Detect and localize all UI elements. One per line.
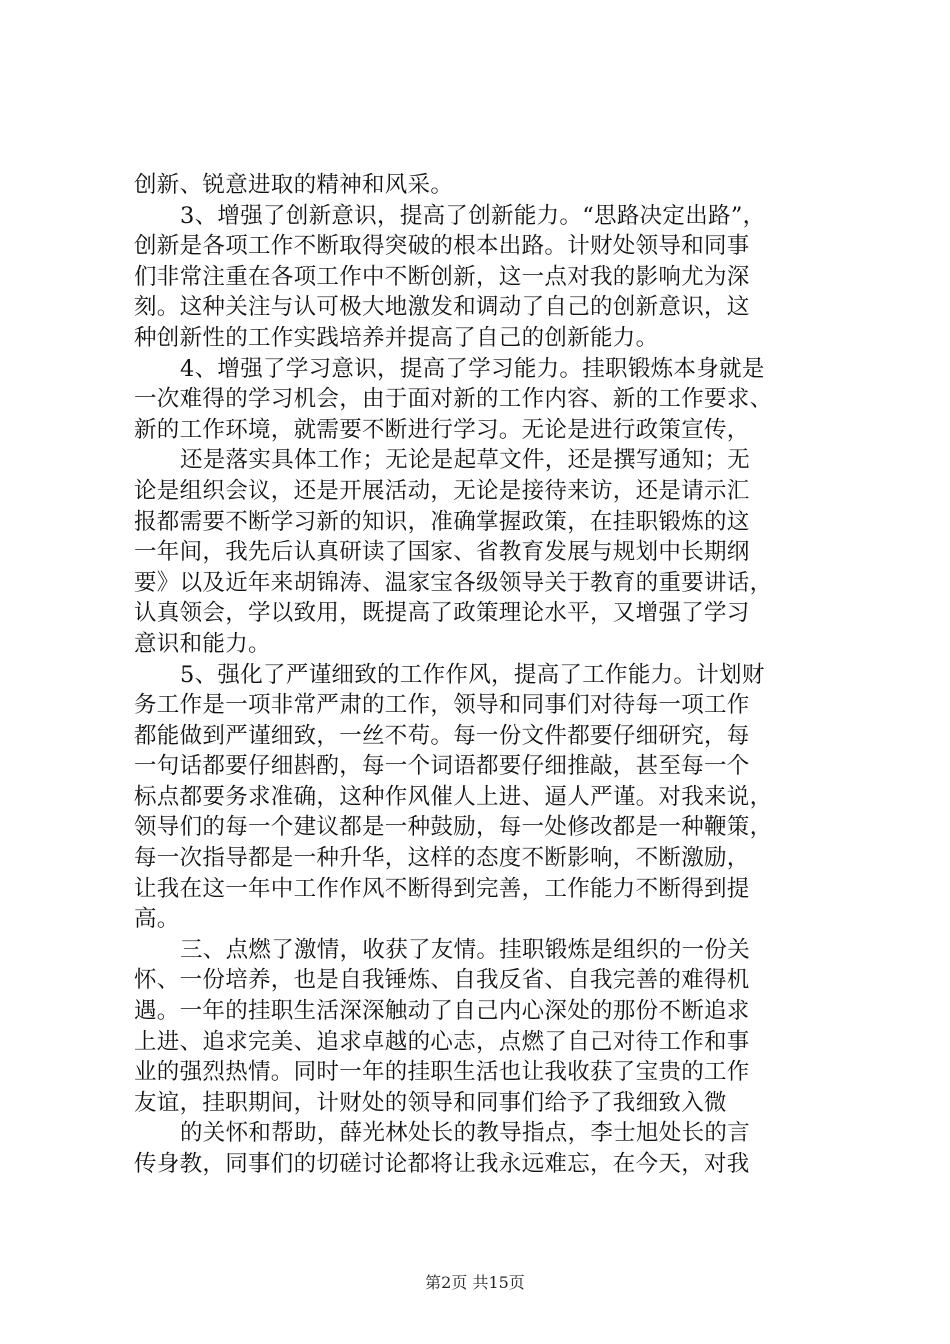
- page-footer: 第2页 共15页: [425, 1273, 525, 1292]
- text-line: 刻。这种关注与认可极大地激发和调动了自己的创新意识，这: [134, 294, 750, 321]
- text-line: 务工作是一项非常严肃的工作，领导和同事们对待每一项工作: [134, 692, 750, 719]
- text-line: 创新是各项工作不断取得突破的根本出路。计财处领导和同事: [134, 233, 750, 260]
- text-line: 一次难得的学习机会，由于面对新的工作内容、新的工作要求、: [134, 386, 773, 413]
- text-line: 创新、锐意进取的精神和风采。: [134, 172, 454, 198]
- text-line: 传身教，同事们的切磋讨论都将让我永远难忘，在今天，对我: [134, 1151, 750, 1177]
- text-line: 标点都要务求准确，这种作风催人上进、逼人严谨。对我来说，: [134, 783, 773, 810]
- text-line: 每一次指导都是一种升华，这样的态度不断影响，不断激励，: [134, 845, 750, 872]
- text-line: 友谊，挂职期间，计财处的领导和同事们给予了我细致入微: [134, 1089, 727, 1116]
- text-line: 4、增强了学习意识，提高了学习能力。挂职锻炼本身就是: [180, 355, 765, 382]
- text-line: 3、增强了创新意识，提高了创新能力。“思路决定出路”，: [180, 202, 766, 229]
- text-line: 上进、追求完美、追求卓越的心志，点燃了自己对待工作和事: [134, 1028, 750, 1055]
- text-line: 种创新性的工作实践培养并提高了自己的创新能力。: [134, 324, 659, 351]
- text-line: 一句话都要仔细斟酌，每一个词语都要仔细推敲，甚至每一个: [134, 753, 750, 780]
- text-line: 意识和能力。: [134, 630, 271, 657]
- text-line: 要》以及近年来胡锦涛、温家宝各级领导关于教育的重要讲话，: [134, 569, 773, 596]
- text-line: 业的强烈热情。同时一年的挂职生活也让我收获了宝贵的工作: [134, 1059, 750, 1086]
- text-line: 还是落实具体工作；无论是起草文件，还是撰写通知；无: [180, 447, 751, 474]
- text-line: 的关怀和帮助，薛光林处长的教导指点，李士旭处长的言: [180, 1120, 751, 1147]
- text-line: 都能做到严谨细致，一丝不苟。每一份文件都要仔细研究，每: [134, 722, 750, 749]
- text-line: 怀、一份培养，也是自我锤炼、自我反省、自我完善的难得机: [134, 967, 750, 994]
- text-line: 5、强化了严谨细致的工作作风，提高了工作能力。计划财: [180, 661, 765, 688]
- text-line: 新的工作环境，就需要不断进行学习。无论是进行政策宣传，: [134, 416, 750, 443]
- text-line: 遇。一年的挂职生活深深触动了自己内心深处的那份不断追求: [134, 998, 750, 1025]
- text-line: 一年间，我先后认真研读了国家、省教育发展与规划中长期纲: [134, 539, 750, 566]
- text-line: 认真领会，学以致用，既提高了政策理论水平，又增强了学习: [134, 600, 750, 627]
- body-text: [134, 170, 834, 1180]
- text-line: 论是组织会议，还是开展活动，无论是接待来访，还是请示汇: [134, 477, 750, 504]
- text-line: 高。: [134, 906, 180, 933]
- text-line: 三、点燃了激情，收获了友情。挂职锻炼是组织的一份关: [180, 936, 751, 963]
- text-line: 领导们的每一个建议都是一种鼓励，每一处修改都是一种鞭策，: [134, 814, 773, 841]
- text-line: 们非常注重在各项工作中不断创新，这一点对我的影响尤为深: [134, 263, 750, 290]
- text-line: 报都需要不断学习新的知识，准确掌握政策，在挂职锻炼的这: [134, 508, 750, 535]
- text-line: 让我在这一年中工作作风不断得到完善，工作能力不断得到提: [134, 875, 750, 902]
